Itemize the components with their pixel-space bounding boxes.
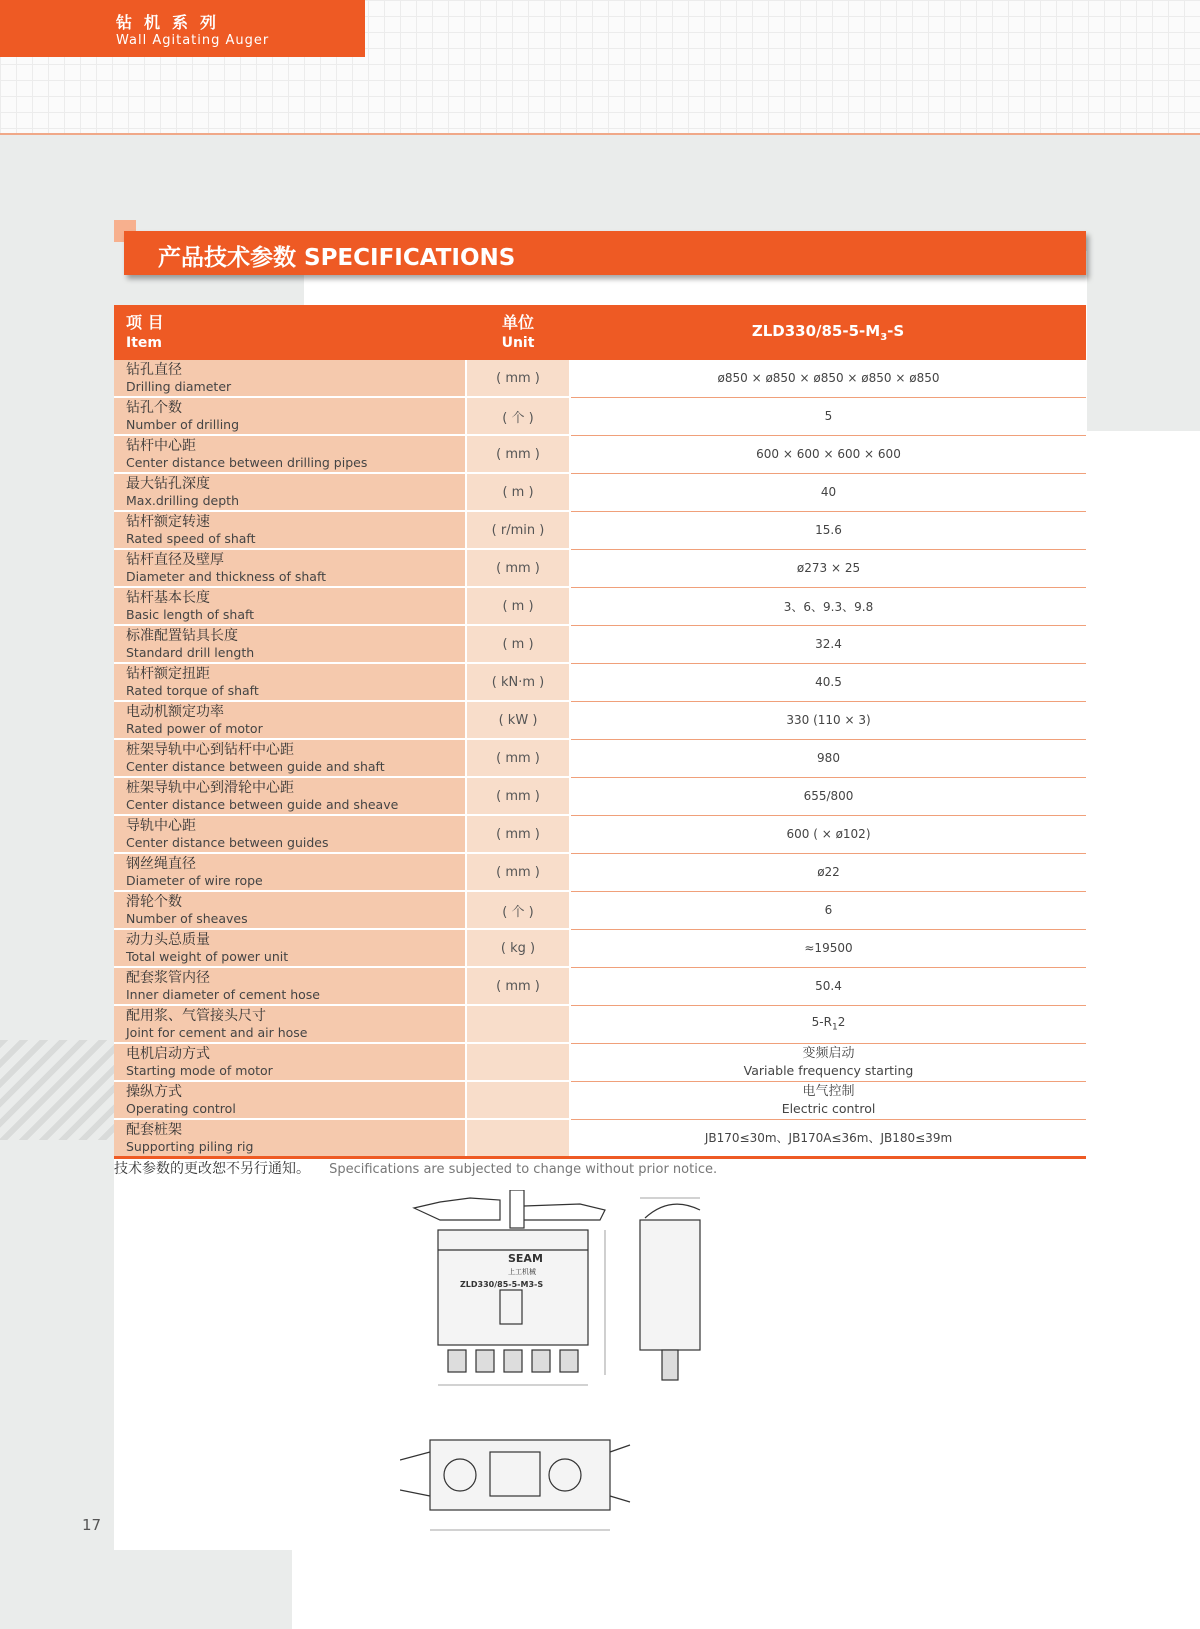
specifications-table xyxy=(114,305,1086,1159)
row-item xyxy=(114,549,466,587)
row-item xyxy=(114,1005,466,1043)
row-item xyxy=(114,511,466,549)
row-item-cn: 电机启动方式 xyxy=(126,1045,210,1062)
header-unit-cn: 单位 xyxy=(501,312,534,332)
row-item xyxy=(114,1081,466,1119)
row-item xyxy=(114,853,466,891)
row-item-cn: 钻杆基本长度 xyxy=(126,589,210,606)
row-value: 3、6、9.3、9.8 xyxy=(570,587,1086,625)
row-item xyxy=(114,701,466,739)
row-item-cn: 钻杆直径及壁厚 xyxy=(126,551,224,568)
row-item-en: Center distance between guides xyxy=(126,834,329,850)
header-model xyxy=(570,305,1086,360)
table-row xyxy=(114,435,1086,473)
table-row xyxy=(114,891,1086,929)
row-value: 32.4 xyxy=(570,625,1086,663)
row-unit: ( m ) xyxy=(466,587,570,625)
row-unit: ( m ) xyxy=(466,625,570,663)
series-title-en: Wall Agitating Auger xyxy=(116,33,270,48)
table-row xyxy=(114,929,1086,967)
drawing-logo: SEAM xyxy=(508,1252,543,1265)
row-value: 5 xyxy=(570,397,1086,435)
row-item-en: Center distance between guide and shaft xyxy=(126,758,385,774)
row-item-en: Max.drilling depth xyxy=(126,492,239,508)
table-row xyxy=(114,549,1086,587)
row-item xyxy=(114,397,466,435)
row-item-cn: 配套浆管内径 xyxy=(126,969,210,986)
gray-band-bottom xyxy=(114,1550,292,1629)
row-item-cn: 钻杆额定扭距 xyxy=(126,665,210,682)
row-unit: ( m ) xyxy=(466,473,570,511)
section-title-bar xyxy=(124,231,1086,275)
row-item xyxy=(114,777,466,815)
row-item xyxy=(114,625,466,663)
row-item xyxy=(114,663,466,701)
row-unit: ( mm ) xyxy=(466,435,570,473)
table-row xyxy=(114,739,1086,777)
row-value: ≈19500 xyxy=(570,929,1086,967)
row-value xyxy=(570,1081,1086,1119)
row-item-cn: 电动机额定功率 xyxy=(126,703,224,720)
row-unit: ( mm ) xyxy=(466,777,570,815)
row-item xyxy=(114,473,466,511)
row-value-cn: 变频启动 xyxy=(802,1046,855,1061)
row-item xyxy=(114,360,466,397)
row-value: ø850 × ø850 × ø850 × ø850 × ø850 xyxy=(570,360,1086,397)
table-row xyxy=(114,1119,1086,1158)
row-item-cn: 动力头总质量 xyxy=(126,931,210,948)
row-item-en: Inner diameter of cement hose xyxy=(126,986,320,1002)
row-item xyxy=(114,815,466,853)
row-item-en: Rated torque of shaft xyxy=(126,682,259,698)
row-unit: ( mm ) xyxy=(466,967,570,1005)
drill-heads xyxy=(448,1350,578,1372)
row-item-en: Number of sheaves xyxy=(126,910,248,926)
row-item-cn: 桩架导轨中心到钻杆中心距 xyxy=(126,741,294,758)
row-item-cn: 标准配置钻具长度 xyxy=(126,627,238,644)
row-value: ø273 × 25 xyxy=(570,549,1086,587)
row-value xyxy=(570,1043,1086,1081)
row-value: 6 xyxy=(570,891,1086,929)
table-row xyxy=(114,815,1086,853)
table-row xyxy=(114,625,1086,663)
row-unit: ( mm ) xyxy=(466,853,570,891)
row-value: JB170≤30m、JB170A≤36m、JB180≤39m xyxy=(570,1119,1086,1158)
row-value: ø22 xyxy=(570,853,1086,891)
row-value: 600 × 600 × 600 × 600 xyxy=(570,435,1086,473)
row-item-en: Diameter of wire rope xyxy=(126,872,263,888)
row-value-cn: 电气控制 xyxy=(802,1084,855,1099)
row-unit: ( mm ) xyxy=(466,360,570,397)
joint-value: 5-R xyxy=(811,1015,832,1030)
row-value-en: Electric control xyxy=(781,1101,876,1116)
row-item xyxy=(114,587,466,625)
table-row xyxy=(114,587,1086,625)
row-value: 330 (110 × 3) xyxy=(570,701,1086,739)
row-value: 15.6 xyxy=(570,511,1086,549)
row-unit: ( r/min ) xyxy=(466,511,570,549)
table-row xyxy=(114,777,1086,815)
row-item xyxy=(114,891,466,929)
table-row xyxy=(114,397,1086,435)
table-row xyxy=(114,511,1086,549)
row-unit: ( mm ) xyxy=(466,739,570,777)
row-item xyxy=(114,435,466,473)
row-item-cn: 钻孔直径 xyxy=(126,361,182,378)
header-unit-en: Unit xyxy=(501,334,535,351)
row-item-en: Joint for cement and air hose xyxy=(126,1024,308,1040)
row-item-cn: 钻杆中心距 xyxy=(126,437,196,454)
table-header-row xyxy=(114,305,1086,360)
row-item-cn: 桩架导轨中心到滑轮中心距 xyxy=(126,779,294,796)
gray-band-right xyxy=(1087,251,1200,431)
row-item-en: Number of drilling xyxy=(126,416,240,432)
spec-notice xyxy=(114,1158,717,1178)
series-title-cn: 钻机系列 xyxy=(116,13,229,32)
table-row xyxy=(114,473,1086,511)
row-item-en: Basic length of shaft xyxy=(126,606,255,622)
page-number: 17 xyxy=(82,1516,102,1534)
row-item-en: Standard drill length xyxy=(126,644,255,660)
table-row xyxy=(114,360,1086,397)
row-item-en: Total weight of power unit xyxy=(126,948,289,964)
header-item-cn: 项 目 xyxy=(126,312,164,332)
table-row xyxy=(114,1043,1086,1081)
row-unit: ( 个 ) xyxy=(466,397,570,435)
notice-en: Specifications are subjected to change without prior notice. xyxy=(329,1162,718,1177)
row-item-en: Operating control xyxy=(126,1100,236,1116)
row-unit xyxy=(466,1081,570,1119)
technical-drawing xyxy=(400,1190,730,1560)
row-unit: ( mm ) xyxy=(466,815,570,853)
row-item xyxy=(114,739,466,777)
row-item-cn: 钢丝绳直径 xyxy=(126,855,196,872)
row-value: 40 xyxy=(570,473,1086,511)
row-value-en: Variable frequency starting xyxy=(743,1063,914,1078)
row-value: 40.5 xyxy=(570,663,1086,701)
row-item xyxy=(114,929,466,967)
header-item xyxy=(114,305,466,360)
drawing-brand: 上工机械 xyxy=(508,1268,536,1276)
row-item xyxy=(114,1043,466,1081)
table-row xyxy=(114,1005,1086,1043)
row-item-cn: 配套桩架 xyxy=(126,1121,182,1138)
row-item-cn: 钻杆额定转速 xyxy=(126,513,210,530)
row-item-en: Center distance between drilling pipes xyxy=(126,454,368,470)
row-unit xyxy=(466,1119,570,1158)
table-row xyxy=(114,663,1086,701)
table-row xyxy=(114,1081,1086,1119)
row-item-en: Rated speed of shaft xyxy=(126,530,256,546)
header-model-name: ZLD330/85-5-M xyxy=(751,322,881,340)
section-title: 产品技术参数 SPECIFICATIONS xyxy=(158,245,516,271)
row-item-cn: 最大钻孔深度 xyxy=(126,475,210,492)
header-model-sub: 3 xyxy=(880,332,888,343)
row-value: 600 ( × ø102) xyxy=(570,815,1086,853)
row-item-en: Diameter and thickness of shaft xyxy=(126,568,327,584)
series-tag xyxy=(0,0,365,57)
table-row xyxy=(114,853,1086,891)
row-item-en: Drilling diameter xyxy=(126,378,232,394)
row-unit: ( 个 ) xyxy=(466,891,570,929)
table-row xyxy=(114,701,1086,739)
row-value xyxy=(570,1005,1086,1043)
row-item-en: Supporting piling rig xyxy=(126,1138,254,1154)
row-item-en: Starting mode of motor xyxy=(126,1062,273,1078)
row-unit: ( mm ) xyxy=(466,549,570,587)
joint-value-suffix: 2 xyxy=(837,1015,846,1030)
row-unit: ( kW ) xyxy=(466,701,570,739)
top-view-body xyxy=(430,1440,610,1510)
decorative-stripes xyxy=(0,1040,114,1140)
header-item-en: Item xyxy=(126,334,162,351)
header-unit xyxy=(466,305,570,360)
drawing-model-plate: ZLD330/85-5-M3-S xyxy=(460,1280,544,1289)
side-view-body xyxy=(640,1220,700,1350)
row-unit xyxy=(466,1005,570,1043)
row-value: 50.4 xyxy=(570,967,1086,1005)
row-unit: ( kg ) xyxy=(466,929,570,967)
gray-band-left xyxy=(0,251,114,1629)
row-item-en: Rated power of motor xyxy=(126,720,263,736)
row-item xyxy=(114,967,466,1005)
row-unit xyxy=(466,1043,570,1081)
row-item-cn: 导轨中心距 xyxy=(126,817,196,834)
row-item xyxy=(114,1119,466,1158)
joint-value-sub: 1 xyxy=(831,1022,838,1033)
header-model-suffix: -S xyxy=(887,322,905,340)
row-value: 655/800 xyxy=(570,777,1086,815)
row-item-en: Center distance between guide and sheave xyxy=(126,796,399,812)
row-item-cn: 操纵方式 xyxy=(126,1083,182,1100)
row-item-cn: 配用浆、气管接头尺寸 xyxy=(126,1007,266,1024)
row-unit: ( kN·m ) xyxy=(466,663,570,701)
notice-cn: 技术参数的更改恕不另行通知。 xyxy=(114,1161,310,1177)
table-row xyxy=(114,967,1086,1005)
row-item-cn: 滑轮个数 xyxy=(126,893,182,910)
row-item-cn: 钻孔个数 xyxy=(126,399,182,416)
row-value: 980 xyxy=(570,739,1086,777)
